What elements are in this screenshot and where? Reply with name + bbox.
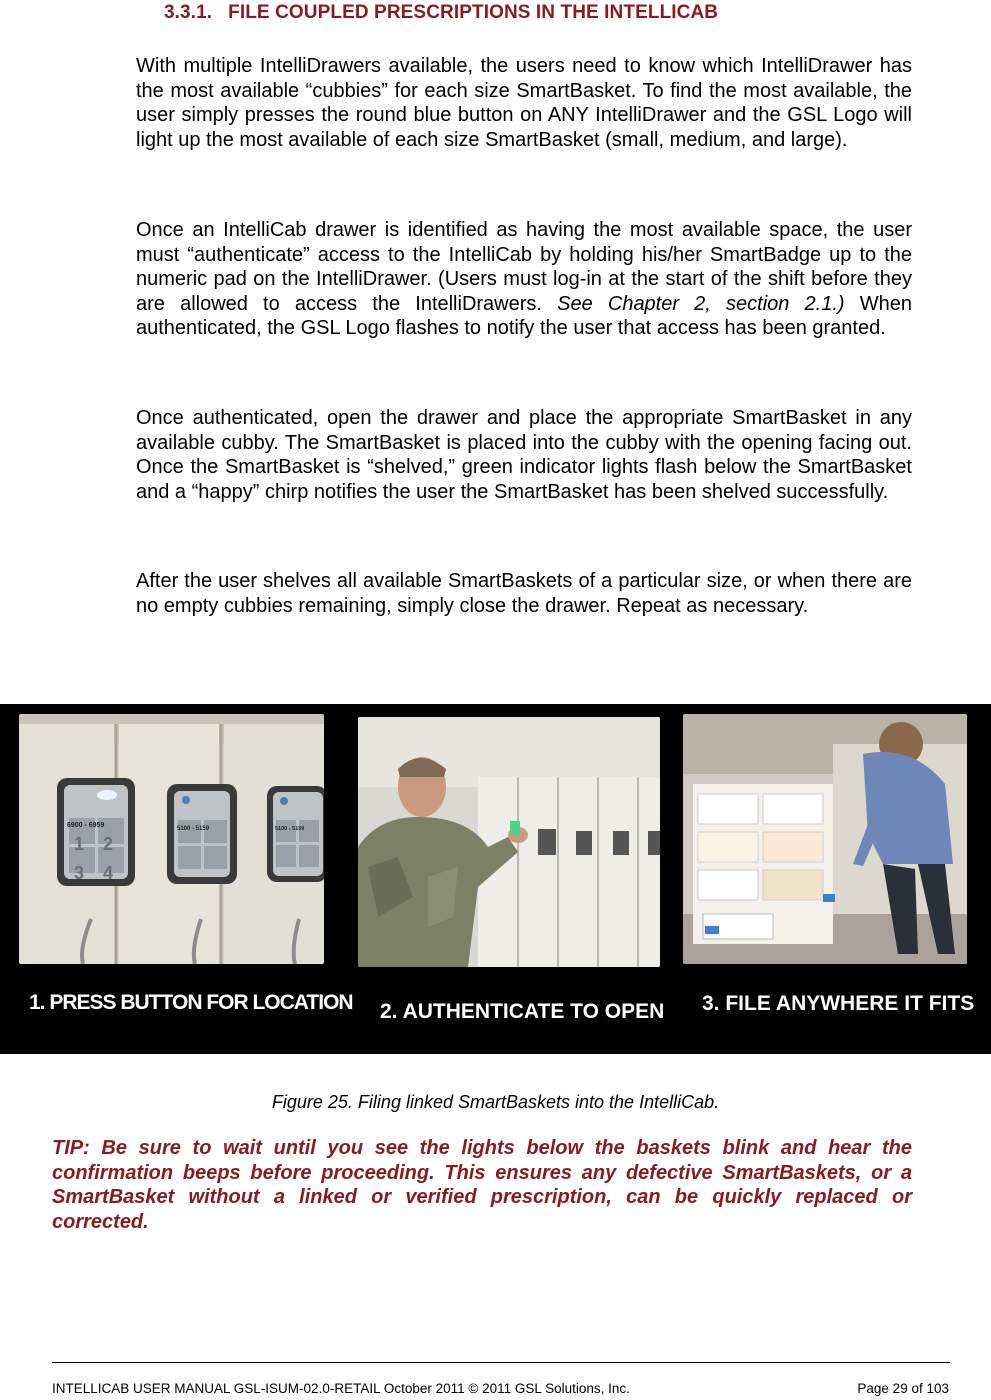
paragraph-2 xyxy=(136,218,912,341)
paragraph-4: After the user shelves all available SmartBaskets of a particular size, or when there are no empty cubbies remaining, simply close the drawer. Repeat as necessary. xyxy=(136,570,912,617)
footer-document-info: INTELLICAB USER MANUAL GSL-ISUM-02.0-RETAIL October 2011 © 2011 GSL Solutions, Inc. xyxy=(52,1381,630,1396)
keypad-range-3: 5100 - 5159 xyxy=(275,826,305,832)
paragraph-2-end: When authenticated, the GSL Logo flashes to notify the user that access has been granted. xyxy=(136,292,912,339)
keypad-range-2: 5100 - 5159 xyxy=(177,826,210,832)
keypad-range-1: 6900 - 6959 xyxy=(67,822,105,829)
tip-note: TIP: Be sure to wait until you see the lights below the baskets blink and hear the confirmation beeps before proceeding. This ensures any defective SmartBaskets, or a SmartBasket without a linked or verified prescription, can be quickly replaced or corrected. xyxy=(52,1137,912,1233)
panel-label-2: 2. AUTHENTICATE TO OPEN xyxy=(380,1000,665,1023)
photo-press-button xyxy=(19,714,324,964)
paragraph-2-start: Once an IntelliCab drawer is identified as having the most available space, the user must “authenticate” access to the IntelliCab by holding his/her SmartBadge up to the numeric pad on the IntelliDrawer. (Users must log-in at the start of the shift before they are allowed to access the IntelliDrawers. xyxy=(136,219,912,315)
chapter-reference: See Chapter 2, section 2.1.) xyxy=(557,292,845,315)
keypad-digit-3: 3 xyxy=(74,863,85,883)
footer-page-number: Page 29 of 103 xyxy=(857,1381,949,1396)
keypad-digit-1: 1 xyxy=(74,834,85,854)
section-heading xyxy=(164,2,718,24)
paragraph-3: Once authenticated, open the drawer and place the appropriate SmartBasket in any available cubby. The SmartBasket is placed into the cubby with the opening facing out. Once the SmartBasket is “shelved,” green indicator lights flash below the SmartBasket and a “happy” chirp notifies the user the SmartBasket has been shelved successfully. xyxy=(136,407,912,503)
section-number: 3.3.1. xyxy=(164,2,213,23)
panel-label-3: 3. FILE ANYWHERE IT FITS xyxy=(702,992,975,1015)
panel-label-1: 1. PRESS BUTTON FOR LOCATION xyxy=(29,991,353,1014)
section-title: FILE COUPLED PRESCRIPTIONS IN THE INTELLICAB xyxy=(228,2,719,23)
keypad-digit-2: 2 xyxy=(103,834,114,854)
figure-photo-band xyxy=(0,704,991,1054)
photo-file-anywhere xyxy=(683,714,967,964)
figure-caption: Figure 25. Filing linked SmartBaskets into the IntelliCab. xyxy=(271,1092,720,1112)
footer-divider xyxy=(52,1362,950,1363)
paragraph-1: With multiple IntelliDrawers available, the users need to know which IntelliDrawer has the most available “cubbies” for each size SmartBasket. To find the most available, the user simply presses the round blue button on ANY IntelliDrawer and the GSL Logo will light up the most available of each size SmartBasket (small, medium, and large). xyxy=(136,55,912,151)
photo-authenticate xyxy=(358,717,660,967)
keypad-digit-4: 4 xyxy=(103,863,114,883)
